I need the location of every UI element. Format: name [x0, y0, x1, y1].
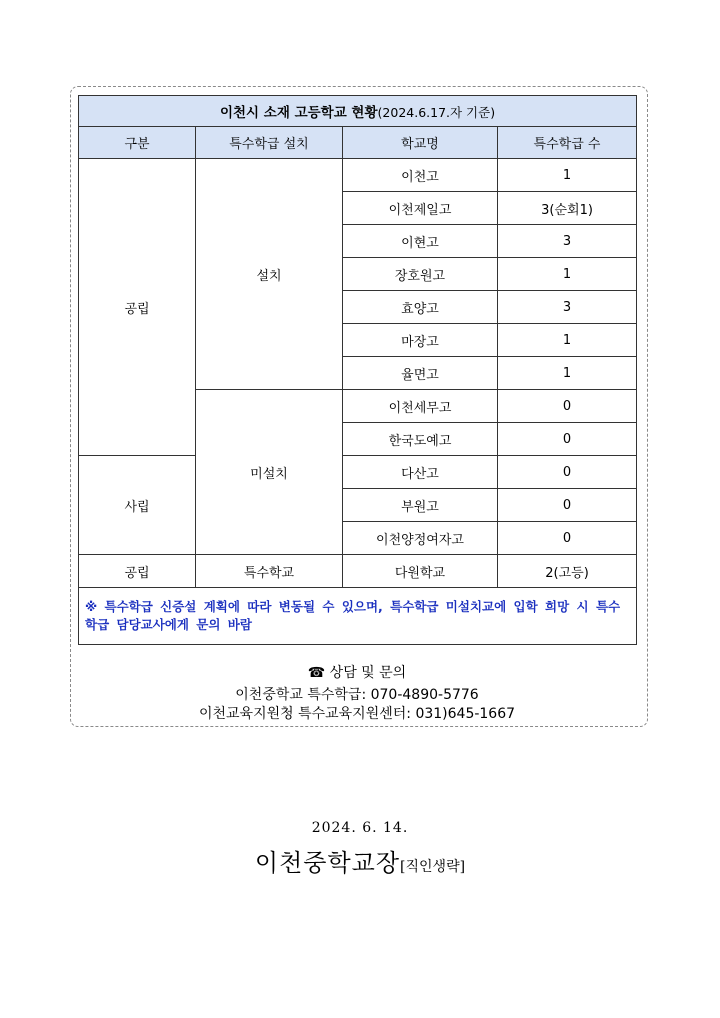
school-name: 이현고 — [343, 225, 498, 258]
table-title-date: (2024.6.17.자 기준) — [377, 105, 496, 120]
class-count: 1 — [498, 159, 637, 192]
principal-title: 이천중학교장 — [254, 849, 401, 877]
class-count: 3 — [498, 225, 637, 258]
school-status-table — [78, 95, 637, 645]
installation-installed: 설치 — [196, 159, 343, 390]
category-public: 공립 — [79, 159, 196, 456]
contact-line-office: 이천교육지원청 특수교육지원센터: 031)645-1667 — [198, 706, 516, 722]
header-school-name: 학교명 — [343, 127, 498, 159]
contact-heading: ☎ 상담 및 문의 — [307, 665, 407, 681]
school-name: 효양고 — [343, 291, 498, 324]
contact-line-school: 이천중학교 특수학급: 070-4890-5776 — [235, 687, 479, 703]
signature-block — [0, 843, 720, 878]
category-private: 사립 — [79, 456, 196, 555]
school-name: 이천양정여자고 — [343, 522, 498, 555]
class-count: 3 — [498, 291, 637, 324]
class-count: 1 — [498, 357, 637, 390]
school-name: 다원학교 — [343, 555, 498, 588]
class-count: 0 — [498, 390, 637, 423]
class-count: 0 — [498, 423, 637, 456]
school-name: 이천고 — [343, 159, 498, 192]
class-count: 0 — [498, 489, 637, 522]
school-name: 부원고 — [343, 489, 498, 522]
class-count: 0 — [498, 456, 637, 489]
seal-omitted: [직인생략] — [400, 859, 466, 875]
school-name: 율면고 — [343, 357, 498, 390]
document-date: 2024. 6. 14. — [311, 820, 409, 836]
school-name: 이천세무고 — [343, 390, 498, 423]
class-count: 3(순회1) — [498, 192, 637, 225]
school-name: 한국도예고 — [343, 423, 498, 456]
school-name: 이천제일고 — [343, 192, 498, 225]
installation-not-installed: 미설치 — [196, 390, 343, 555]
class-count: 1 — [498, 324, 637, 357]
table-title — [79, 96, 637, 127]
installation-special-school: 특수학교 — [196, 555, 343, 588]
header-category: 구분 — [79, 127, 196, 159]
table-note: ※ 특수학급 신증설 계획에 따라 변동될 수 있으며, 특수학급 미설치교에 입학 희망 시 특수학급 담당교사에게 문의 바람 — [79, 588, 637, 645]
school-name: 장호원고 — [343, 258, 498, 291]
table-title-main: 이천시 소재 고등학교 현황 — [219, 105, 378, 121]
school-name: 다산고 — [343, 456, 498, 489]
class-count: 2(고등) — [498, 555, 637, 588]
header-class-count: 특수학급 수 — [498, 127, 637, 159]
class-count: 0 — [498, 522, 637, 555]
category-public: 공립 — [79, 555, 196, 588]
class-count: 1 — [498, 258, 637, 291]
school-name: 마장고 — [343, 324, 498, 357]
header-installation: 특수학급 설치 — [196, 127, 343, 159]
